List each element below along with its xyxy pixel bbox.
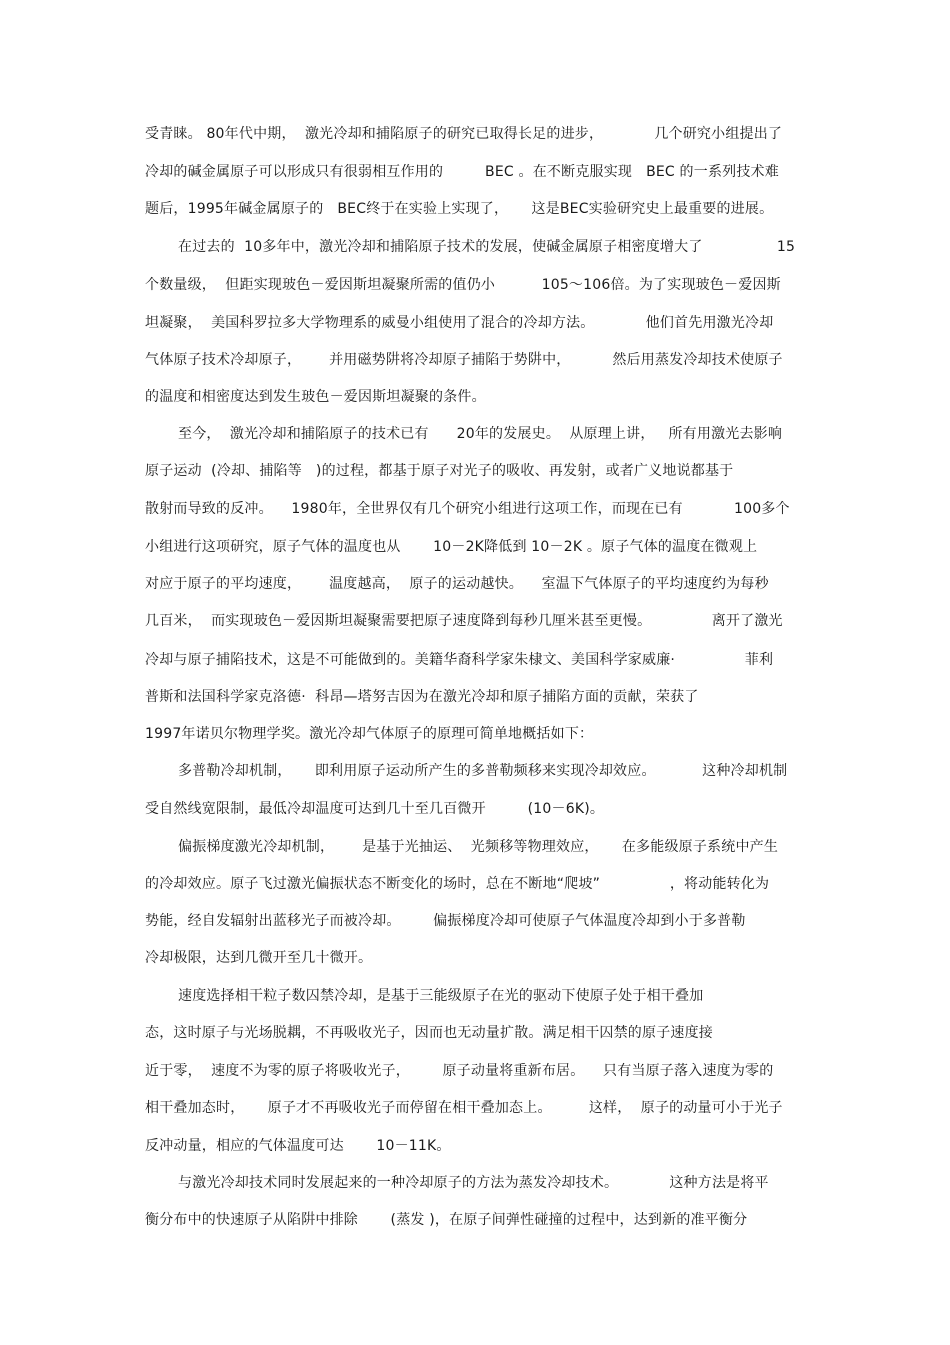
text-line: 1997年诺贝尔物理学奖。激光冷却气体原子的原理可简单地概括如下： [145,726,594,742]
text-line: 态，这时原子与光场脱耦，不再吸收光子，因而也无动量扩散。满足相干囚禁的原子速度接 [145,1025,713,1041]
text-line: 对应于原子的平均速度， 温度越高， 原子的运动越快。 室温下气体原子的平均速度约为每秒 [145,576,769,592]
paragraph-first-line: 偏振梯度激光冷却机制， 是基于光抽运、 光频移等物理效应， 在多能级原子系统中产生 [178,839,779,855]
paragraph-first-line: 在过去的 10多年中，激光冷却和捕陷原子技术的发展，使碱金属原子相密度增大了 15 [178,239,796,255]
text-line: 势能，经自发辐射出蓝移光子而被冷却。 偏振梯度冷却可使原子气体温度冷却到小于多普勒 [145,913,746,929]
paragraph-first-line: 速度选择相干粒子数囚禁冷却，是基于三能级原子在光的驱动下使原子处于相干叠加 [178,988,704,1004]
text-line: 散射而导致的反冲。 1980年，全世界仅有几个研究小组进行这项工作，而现在已有 100多个 [145,501,790,517]
paragraph-first-line: 多普勒冷却机制， 即利用原子运动所产生的多普勒频移来实现冷却效应。 这种冷却机制 [178,763,788,779]
paragraph-first-line: 与激光冷却技术同时发展起来的一种冷却原子的方法为蒸发冷却技术。 这种方法是将平 [178,1175,769,1191]
text-line: 的温度和相密度达到发生玻色－爱因斯坦凝聚的条件。 [145,389,486,405]
text-line: 近于零， 速度不为零的原子将吸收光子， 原子动量将重新布居。 只有当原子落入速度为零的 [145,1063,774,1079]
text-line: 衡分布中的快速原子从陷阱中排除 (蒸发 )，在原子间弹性碰撞的过程中，达到新的准平衡分 [145,1212,748,1228]
text-line: 受青睐。 80年代中期， 激光冷却和捕陷原子的研究已取得长足的进步， 几个研究小组提出了 [145,126,783,142]
text-line: 受自然线宽限制，最低冷却温度可达到几十至几百微开 (10－6K)。 [145,801,605,817]
text-line: 几百米， 而实现玻色－爱因斯坦凝聚需要把原子速度降到每秒几厘米甚至更慢。 离开了激光 [145,613,783,629]
text-line: 题后，1995年碱金属原子的 BEC终于在实验上实现了， 这是BEC实验研究史上最重要的进展。 [145,201,774,217]
text-line: 冷却的碱金属原子可以形成只有很弱相互作用的 BEC 。在不断克服实现 BEC 的一系列技术难 [145,164,779,180]
text-line: 的冷却效应。原子飞过激光偏振状态不断变化的场时，总在不断地“爬坡” ，将动能转化为 [145,876,770,892]
text-line: 冷却与原子捕陷技术，这是不可能做到的。美籍华裔科学家朱棣文、美国科学家威廉· 菲利 [145,652,774,668]
text-line: 冷却极限，达到几微开至几十微开。 [145,950,373,966]
paragraph-first-line: 至今， 激光冷却和捕陷原子的技术已有 20年的发展史。 从原理上讲， 所有用激光去影响 [178,426,783,442]
text-line: 原子运动 (冷却、捕陷等 )的过程，都基于原子对光子的吸收、再发射，或者广义地说都基于 [145,463,734,479]
text-line: 反冲动量，相应的气体温度可达 10－11K。 [145,1138,451,1154]
text-line: 相干叠加态时， 原子才不再吸收光子而停留在相干叠加态上。 这样， 原子的动量可小于光子 [145,1100,783,1116]
text-line: 个数量级， 但距实现玻色－爱因斯坦凝聚所需的值仍小 105～106倍。为了实现玻色－爱因斯 [145,277,781,293]
text-line: 普斯和法国科学家克洛德· 科昂—塔努吉因为在激光冷却和原子捕陷方面的贡献，荣获了 [145,689,699,705]
text-line: 小组进行这项研究，原子气体的温度也从 10－2K降低到 10－2K 。原子气体的温度在微观上 [145,539,758,555]
text-line: 气体原子技术冷却原子， 并用磁势阱将冷却原子捕陷于势阱中， 然后用蒸发冷却技术使原子 [145,352,783,368]
text-line: 坦凝聚， 美国科罗拉多大学物理系的威曼小组使用了混合的冷却方法。 他们首先用激光冷却 [145,315,774,331]
